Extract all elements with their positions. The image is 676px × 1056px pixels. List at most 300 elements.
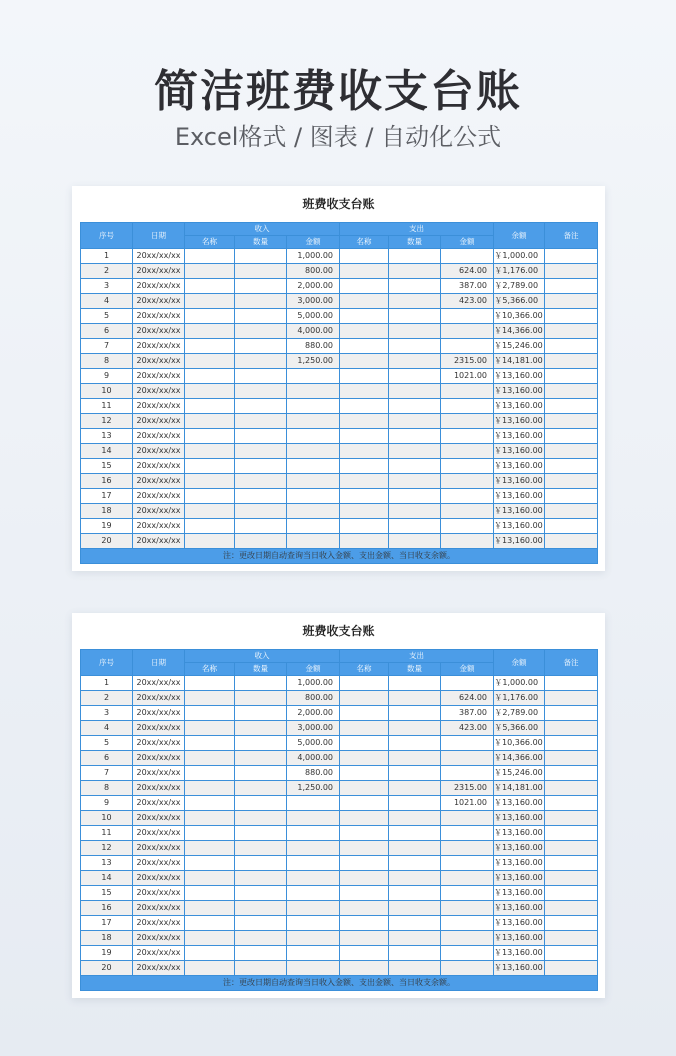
cell-income-amount: 1,250.00 [287, 781, 340, 796]
table-row [81, 916, 598, 931]
cell-income-amount: 3,000.00 [287, 294, 340, 309]
cell-expense-qty [389, 931, 441, 946]
cell-expense-qty [389, 504, 441, 519]
cell-remark [545, 444, 598, 459]
cell-expense-qty [389, 294, 441, 309]
table-row [81, 339, 598, 354]
cell-income-amount: 800.00 [287, 691, 340, 706]
cell-expense-qty [389, 886, 441, 901]
cell-income-qty [235, 324, 287, 339]
cell-expense-name [340, 736, 389, 751]
cell-income-name [185, 474, 235, 489]
cell-expense-amount [441, 534, 494, 549]
cell-expense-amount [441, 676, 494, 691]
cell-remark [545, 384, 598, 399]
cell-seq: 2 [81, 264, 133, 279]
cell-expense-qty [389, 721, 441, 736]
cell-expense-name [340, 721, 389, 736]
cell-expense-amount [441, 901, 494, 916]
cell-expense-amount: 423.00 [441, 294, 494, 309]
cell-balance: ￥13,160.00 [494, 826, 545, 841]
cell-expense-amount [441, 841, 494, 856]
cell-income-name [185, 399, 235, 414]
cell-income-name [185, 781, 235, 796]
cell-income-name [185, 871, 235, 886]
cell-remark [545, 474, 598, 489]
cell-income-name [185, 916, 235, 931]
cell-remark [545, 871, 598, 886]
cell-income-qty [235, 856, 287, 871]
cell-expense-qty [389, 444, 441, 459]
cell-expense-amount [441, 504, 494, 519]
table-row [81, 721, 598, 736]
cell-expense-name [340, 841, 389, 856]
cell-expense-qty [389, 324, 441, 339]
cell-seq: 3 [81, 279, 133, 294]
header-expense-amount: 金额 [441, 236, 494, 249]
cell-expense-amount [441, 414, 494, 429]
cell-expense-qty [389, 946, 441, 961]
header-balance: 余额 [494, 223, 545, 249]
cell-expense-name [340, 691, 389, 706]
cell-expense-amount [441, 826, 494, 841]
table-row [81, 826, 598, 841]
cell-income-name [185, 766, 235, 781]
header-income-name: 名称 [185, 236, 235, 249]
table-row [81, 294, 598, 309]
cell-income-qty [235, 504, 287, 519]
cell-balance: ￥13,160.00 [494, 946, 545, 961]
cell-expense-name [340, 676, 389, 691]
cell-seq: 18 [81, 931, 133, 946]
cell-date: 20xx/xx/xx [133, 249, 185, 264]
table-row [81, 946, 598, 961]
cell-remark [545, 369, 598, 384]
cell-expense-name [340, 444, 389, 459]
cell-expense-qty [389, 856, 441, 871]
table-row [81, 414, 598, 429]
cell-expense-amount [441, 444, 494, 459]
cell-income-amount: 800.00 [287, 264, 340, 279]
cell-income-qty [235, 519, 287, 534]
cell-date: 20xx/xx/xx [133, 841, 185, 856]
cell-expense-qty [389, 534, 441, 549]
cell-remark [545, 504, 598, 519]
cell-balance: ￥1,176.00 [494, 691, 545, 706]
cell-seq: 15 [81, 459, 133, 474]
cell-balance: ￥13,160.00 [494, 916, 545, 931]
cell-date: 20xx/xx/xx [133, 931, 185, 946]
cell-expense-qty [389, 736, 441, 751]
cell-income-name [185, 384, 235, 399]
cell-income-amount: 3,000.00 [287, 721, 340, 736]
cell-date: 20xx/xx/xx [133, 414, 185, 429]
cell-expense-qty [389, 474, 441, 489]
cell-income-qty [235, 931, 287, 946]
cell-income-name [185, 946, 235, 961]
cell-expense-amount [441, 931, 494, 946]
cell-expense-name [340, 534, 389, 549]
table-row [81, 399, 598, 414]
cell-balance: ￥13,160.00 [494, 489, 545, 504]
cell-income-name [185, 489, 235, 504]
cell-expense-name [340, 339, 389, 354]
cell-income-name [185, 264, 235, 279]
cell-income-amount [287, 796, 340, 811]
table-row [81, 279, 598, 294]
cell-expense-name [340, 264, 389, 279]
cell-seq: 12 [81, 841, 133, 856]
cell-expense-qty [389, 841, 441, 856]
cell-expense-qty [389, 519, 441, 534]
cell-income-name [185, 414, 235, 429]
header-remark: 备注 [545, 223, 598, 249]
cell-income-amount: 5,000.00 [287, 736, 340, 751]
cell-seq: 9 [81, 369, 133, 384]
cell-remark [545, 721, 598, 736]
cell-income-amount: 1,000.00 [287, 676, 340, 691]
table-row [81, 534, 598, 549]
cell-expense-name [340, 489, 389, 504]
cell-income-qty [235, 489, 287, 504]
cell-expense-qty [389, 489, 441, 504]
cell-income-amount [287, 856, 340, 871]
cell-seq: 1 [81, 676, 133, 691]
cell-date: 20xx/xx/xx [133, 429, 185, 444]
cell-expense-name [340, 414, 389, 429]
cell-date: 20xx/xx/xx [133, 796, 185, 811]
cell-seq: 19 [81, 519, 133, 534]
table-row [81, 856, 598, 871]
cell-expense-qty [389, 459, 441, 474]
ledger-table [80, 222, 598, 564]
cell-remark [545, 811, 598, 826]
cell-balance: ￥15,246.00 [494, 766, 545, 781]
cell-income-name [185, 369, 235, 384]
cell-expense-name [340, 946, 389, 961]
cell-expense-name [340, 429, 389, 444]
cell-remark [545, 781, 598, 796]
cell-expense-qty [389, 916, 441, 931]
cell-date: 20xx/xx/xx [133, 399, 185, 414]
cell-income-qty [235, 429, 287, 444]
header-income-qty: 数量 [235, 236, 287, 249]
header-date: 日期 [133, 650, 185, 676]
cell-income-qty [235, 369, 287, 384]
cell-seq: 15 [81, 886, 133, 901]
table-row [81, 264, 598, 279]
cell-income-name [185, 826, 235, 841]
cell-expense-name [340, 459, 389, 474]
table-note: 注：更改日期自动查询当日收入金额、支出金额、当日收支余额。 [81, 549, 598, 564]
cell-remark [545, 961, 598, 976]
cell-income-name [185, 811, 235, 826]
cell-income-name [185, 931, 235, 946]
cell-income-amount [287, 459, 340, 474]
cell-income-amount [287, 916, 340, 931]
cell-remark [545, 294, 598, 309]
table-row [81, 931, 598, 946]
cell-balance: ￥13,160.00 [494, 811, 545, 826]
cell-expense-qty [389, 264, 441, 279]
cell-seq: 7 [81, 339, 133, 354]
table-row [81, 676, 598, 691]
cell-income-amount [287, 414, 340, 429]
cell-income-amount [287, 931, 340, 946]
cell-expense-name [340, 249, 389, 264]
cell-balance: ￥13,160.00 [494, 519, 545, 534]
cell-balance: ￥1,000.00 [494, 249, 545, 264]
cell-seq: 2 [81, 691, 133, 706]
cell-expense-name [340, 294, 389, 309]
cell-expense-amount [441, 519, 494, 534]
cell-date: 20xx/xx/xx [133, 294, 185, 309]
hero-title: 简洁班费收支台账 [154, 66, 522, 117]
ledger-table [80, 649, 598, 991]
cell-expense-amount: 387.00 [441, 706, 494, 721]
cell-remark [545, 429, 598, 444]
cell-income-qty [235, 414, 287, 429]
cell-expense-name [340, 706, 389, 721]
table-row [81, 751, 598, 766]
cell-income-qty [235, 706, 287, 721]
cell-expense-amount [441, 871, 494, 886]
cell-expense-amount [441, 766, 494, 781]
table-row [81, 841, 598, 856]
cell-seq: 13 [81, 429, 133, 444]
cell-income-amount: 4,000.00 [287, 324, 340, 339]
cell-balance: ￥13,160.00 [494, 384, 545, 399]
cell-balance: ￥13,160.00 [494, 886, 545, 901]
cell-expense-name [340, 766, 389, 781]
cell-income-amount [287, 841, 340, 856]
cell-income-qty [235, 309, 287, 324]
cell-income-qty [235, 676, 287, 691]
cell-remark [545, 706, 598, 721]
header-income-name: 名称 [185, 663, 235, 676]
cell-income-amount [287, 871, 340, 886]
cell-balance: ￥13,160.00 [494, 901, 545, 916]
cell-income-name [185, 459, 235, 474]
cell-income-name [185, 339, 235, 354]
cell-expense-name [340, 931, 389, 946]
cell-income-amount: 880.00 [287, 766, 340, 781]
header-income-amount: 金额 [287, 236, 340, 249]
cell-income-qty [235, 534, 287, 549]
cell-seq: 10 [81, 811, 133, 826]
header-expense-qty: 数量 [389, 236, 441, 249]
cell-remark [545, 886, 598, 901]
cell-income-qty [235, 916, 287, 931]
cell-expense-name [340, 901, 389, 916]
cell-seq: 17 [81, 489, 133, 504]
cell-seq: 6 [81, 324, 133, 339]
cell-income-qty [235, 781, 287, 796]
cell-expense-amount [441, 856, 494, 871]
cell-expense-amount: 2315.00 [441, 781, 494, 796]
cell-date: 20xx/xx/xx [133, 369, 185, 384]
cell-seq: 20 [81, 961, 133, 976]
cell-remark [545, 339, 598, 354]
cell-income-qty [235, 264, 287, 279]
sheet-title: 班费收支台账 [302, 624, 375, 638]
cell-remark [545, 691, 598, 706]
cell-remark [545, 519, 598, 534]
cell-expense-amount [441, 736, 494, 751]
cell-balance: ￥10,366.00 [494, 736, 545, 751]
header-income-amount: 金额 [287, 663, 340, 676]
cell-income-qty [235, 796, 287, 811]
cell-seq: 10 [81, 384, 133, 399]
cell-balance: ￥14,366.00 [494, 751, 545, 766]
cell-date: 20xx/xx/xx [133, 706, 185, 721]
cell-income-amount: 5,000.00 [287, 309, 340, 324]
cell-income-name [185, 309, 235, 324]
cell-seq: 16 [81, 474, 133, 489]
cell-expense-qty [389, 706, 441, 721]
cell-remark [545, 534, 598, 549]
cell-expense-qty [389, 279, 441, 294]
cell-expense-amount [441, 751, 494, 766]
cell-income-qty [235, 736, 287, 751]
table-row [81, 354, 598, 369]
table-row [81, 886, 598, 901]
cell-expense-name [340, 961, 389, 976]
cell-income-name [185, 519, 235, 534]
cell-balance: ￥13,160.00 [494, 459, 545, 474]
cell-expense-name [340, 309, 389, 324]
cell-expense-qty [389, 766, 441, 781]
cell-expense-qty [389, 676, 441, 691]
cell-seq: 4 [81, 294, 133, 309]
cell-seq: 16 [81, 901, 133, 916]
cell-expense-amount [441, 886, 494, 901]
header-expense-qty: 数量 [389, 663, 441, 676]
cell-remark [545, 946, 598, 961]
cell-income-name [185, 504, 235, 519]
cell-income-name [185, 961, 235, 976]
cell-income-qty [235, 339, 287, 354]
table-row [81, 459, 598, 474]
cell-expense-name [340, 519, 389, 534]
cell-income-name [185, 901, 235, 916]
cell-balance: ￥13,160.00 [494, 369, 545, 384]
cell-balance: ￥10,366.00 [494, 309, 545, 324]
cell-seq: 12 [81, 414, 133, 429]
table-row [81, 504, 598, 519]
cell-date: 20xx/xx/xx [133, 826, 185, 841]
cell-expense-amount [441, 324, 494, 339]
cell-income-qty [235, 249, 287, 264]
cell-income-name [185, 444, 235, 459]
cell-income-qty [235, 826, 287, 841]
table-row [81, 474, 598, 489]
cell-income-qty [235, 384, 287, 399]
cell-balance: ￥14,181.00 [494, 354, 545, 369]
table-row [81, 766, 598, 781]
cell-income-amount: 2,000.00 [287, 279, 340, 294]
cell-expense-name [340, 279, 389, 294]
cell-expense-qty [389, 901, 441, 916]
cell-balance: ￥13,160.00 [494, 961, 545, 976]
cell-expense-name [340, 474, 389, 489]
table-row [81, 796, 598, 811]
cell-seq: 8 [81, 781, 133, 796]
table-row [81, 519, 598, 534]
cell-balance: ￥13,160.00 [494, 414, 545, 429]
cell-date: 20xx/xx/xx [133, 676, 185, 691]
cell-date: 20xx/xx/xx [133, 871, 185, 886]
table-row [81, 871, 598, 886]
cell-income-amount [287, 474, 340, 489]
cell-expense-name [340, 369, 389, 384]
header-expense: 支出 [340, 650, 494, 663]
cell-income-name [185, 736, 235, 751]
cell-income-amount [287, 826, 340, 841]
cell-expense-qty [389, 309, 441, 324]
table-row [81, 961, 598, 976]
header-expense-name: 名称 [340, 236, 389, 249]
cell-expense-amount [441, 961, 494, 976]
cell-remark [545, 414, 598, 429]
cell-remark [545, 901, 598, 916]
cell-expense-amount: 1021.00 [441, 369, 494, 384]
cell-expense-qty [389, 414, 441, 429]
cell-seq: 11 [81, 399, 133, 414]
cell-income-amount [287, 534, 340, 549]
cell-seq: 14 [81, 871, 133, 886]
cell-expense-name [340, 811, 389, 826]
cell-remark [545, 489, 598, 504]
cell-expense-qty [389, 826, 441, 841]
sheet-title: 班费收支台账 [302, 197, 375, 211]
header-balance: 余额 [494, 650, 545, 676]
cell-expense-name [340, 871, 389, 886]
header-seq: 序号 [81, 650, 133, 676]
header-income: 收入 [185, 650, 340, 663]
cell-remark [545, 459, 598, 474]
cell-balance: ￥14,181.00 [494, 781, 545, 796]
table-row [81, 736, 598, 751]
ledger-sheet-1 [72, 186, 605, 571]
table-row [81, 706, 598, 721]
cell-income-qty [235, 901, 287, 916]
cell-balance: ￥2,789.00 [494, 279, 545, 294]
cell-seq: 7 [81, 766, 133, 781]
cell-income-name [185, 324, 235, 339]
cell-expense-qty [389, 796, 441, 811]
cell-expense-amount [441, 249, 494, 264]
cell-expense-amount [441, 474, 494, 489]
cell-income-amount [287, 504, 340, 519]
cell-remark [545, 916, 598, 931]
cell-date: 20xx/xx/xx [133, 279, 185, 294]
cell-date: 20xx/xx/xx [133, 901, 185, 916]
cell-income-name [185, 354, 235, 369]
cell-income-amount [287, 444, 340, 459]
cell-income-name [185, 534, 235, 549]
cell-date: 20xx/xx/xx [133, 459, 185, 474]
cell-date: 20xx/xx/xx [133, 856, 185, 871]
cell-income-qty [235, 721, 287, 736]
cell-remark [545, 931, 598, 946]
cell-expense-name [340, 399, 389, 414]
cell-seq: 13 [81, 856, 133, 871]
cell-date: 20xx/xx/xx [133, 384, 185, 399]
cell-date: 20xx/xx/xx [133, 444, 185, 459]
cell-seq: 11 [81, 826, 133, 841]
cell-expense-amount: 423.00 [441, 721, 494, 736]
